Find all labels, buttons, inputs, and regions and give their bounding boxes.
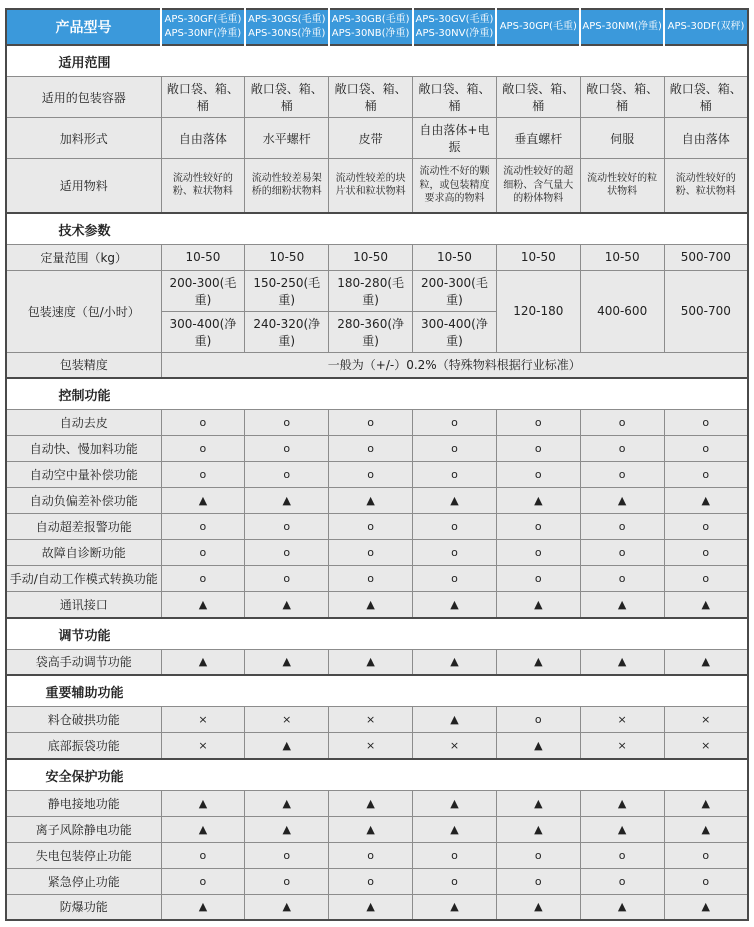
row-label: 包装速度（包/小时） (6, 270, 161, 352)
speed-gross-cell: 150-250(毛重) (245, 270, 329, 311)
speed-net-cell: 300-400(净重) (161, 311, 245, 352)
product-model-header-label: 产品型号 (6, 9, 161, 45)
value-cell: ▲ (496, 488, 580, 514)
table-body (6, 45, 748, 920)
value-cell: o (413, 842, 497, 868)
value-cell: ▲ (161, 790, 245, 816)
value-cell: ▲ (161, 816, 245, 842)
model-name: APS-30NM(净重) (582, 20, 662, 32)
value-cell: o (580, 410, 664, 436)
value-cell: o (245, 566, 329, 592)
value-cell: ▲ (664, 592, 748, 618)
value-cell: o (580, 540, 664, 566)
value-cell: ▲ (161, 488, 245, 514)
value-cell: ▲ (580, 790, 664, 816)
model-name: APS-30NS(净重) (248, 28, 326, 39)
row-label: 底部振袋功能 (6, 733, 161, 759)
value-cell: o (161, 540, 245, 566)
spec-row (6, 436, 748, 462)
row-label: 料仓破拱功能 (6, 707, 161, 733)
value-cell: ▲ (245, 649, 329, 675)
value-cell: ▲ (496, 894, 580, 920)
row-label: 手动/自动工作模式转换功能 (6, 566, 161, 592)
value-cell: o (496, 514, 580, 540)
value-cell: 10-50 (496, 244, 580, 270)
section-row (6, 213, 748, 245)
section-title: 技术参数 (58, 223, 111, 239)
product-spec-table (5, 8, 749, 921)
value-cell: o (496, 566, 580, 592)
value-cell: o (245, 842, 329, 868)
value-cell: 流动性较好的粒状物料 (580, 159, 664, 213)
value-cell: o (664, 566, 748, 592)
value-cell: o (245, 436, 329, 462)
section-title: 调节功能 (58, 628, 111, 644)
value-cell: o (413, 462, 497, 488)
value-cell: ▲ (413, 707, 497, 733)
value-cell: o (245, 868, 329, 894)
value-cell: o (580, 462, 664, 488)
value-cell: ▲ (580, 894, 664, 920)
value-cell: o (329, 514, 413, 540)
value-cell: 流动性较好的粉、粒状物料 (161, 159, 245, 213)
spec-row (6, 592, 748, 618)
value-cell: o (413, 436, 497, 462)
value-cell: × (161, 733, 245, 759)
value-cell: o (245, 462, 329, 488)
spec-row (6, 514, 748, 540)
section-cell (6, 759, 748, 791)
value-cell: 皮带 (329, 118, 413, 159)
spec-row (6, 733, 748, 759)
section-title: 控制功能 (58, 389, 111, 404)
value-cell: ▲ (161, 894, 245, 920)
value-cell: o (496, 707, 580, 733)
value-cell: ▲ (413, 592, 497, 618)
spec-row (6, 270, 748, 311)
value-cell: o (161, 410, 245, 436)
value-cell: ▲ (329, 790, 413, 816)
value-cell: ▲ (245, 790, 329, 816)
value-cell: o (664, 436, 748, 462)
value-cell: o (496, 462, 580, 488)
speed-gross-cell: 200-300(毛重) (413, 270, 497, 311)
value-cell: ▲ (245, 733, 329, 759)
value-cell: × (329, 707, 413, 733)
value-cell: 敞口袋、箱、桶 (580, 77, 664, 118)
value-cell: o (580, 566, 664, 592)
value-cell: 流动性较好的粉、粒状物料 (664, 159, 748, 213)
value-cell: 流动性较差易架桥的细粉状物料 (245, 159, 329, 213)
value-cell: o (161, 566, 245, 592)
section-cell (6, 45, 748, 77)
value-cell: o (245, 514, 329, 540)
value-cell: 敞口袋、箱、桶 (413, 77, 497, 118)
speed-net-cell: 280-360(净重) (329, 311, 413, 352)
value-cell: o (413, 514, 497, 540)
value-cell: o (496, 540, 580, 566)
value-cell: o (580, 436, 664, 462)
value-cell: o (329, 868, 413, 894)
spec-row (6, 159, 748, 213)
section-row (6, 378, 748, 410)
speed-merged-cell: 120-180 (496, 270, 580, 352)
value-cell: o (245, 410, 329, 436)
value-cell: ▲ (413, 649, 497, 675)
value-cell: o (245, 540, 329, 566)
row-label: 自动负偏差补偿功能 (6, 488, 161, 514)
value-cell: 流动性不好的颗粒，或包装精度要求高的物料 (413, 159, 497, 213)
row-label: 自动空中量补偿功能 (6, 462, 161, 488)
value-cell: ▲ (580, 488, 664, 514)
value-cell: ▲ (664, 894, 748, 920)
row-label: 袋高手动调节功能 (6, 649, 161, 675)
model-column-header (245, 9, 329, 45)
spec-row (6, 244, 748, 270)
section-cell (6, 213, 748, 245)
value-cell: ▲ (664, 649, 748, 675)
row-label: 自动快、慢加料功能 (6, 436, 161, 462)
value-cell: ▲ (664, 790, 748, 816)
value-cell: ▲ (496, 733, 580, 759)
value-cell: 自由落体+电振 (413, 118, 497, 159)
value-cell: o (496, 436, 580, 462)
value-cell: o (161, 842, 245, 868)
value-cell: o (413, 540, 497, 566)
section-cell (6, 675, 748, 707)
model-column-header (580, 9, 664, 45)
value-cell: ▲ (245, 894, 329, 920)
row-label: 通讯接口 (6, 592, 161, 618)
speed-merged-cell: 500-700 (664, 270, 748, 352)
section-row (6, 618, 748, 650)
value-cell: o (664, 842, 748, 868)
speed-gross-cell: 200-300(毛重) (161, 270, 245, 311)
section-cell (6, 378, 748, 410)
value-cell: o (664, 540, 748, 566)
value-cell: o (664, 514, 748, 540)
spec-row (6, 566, 748, 592)
model-column-header (329, 9, 413, 45)
section-title: 重要辅助功能 (45, 686, 124, 701)
value-cell: ▲ (496, 592, 580, 618)
merged-note-cell: 一般为（+/-）0.2%（特殊物料根据行业标准） (161, 352, 748, 378)
value-cell: o (664, 868, 748, 894)
value-cell: 10-50 (245, 244, 329, 270)
row-label: 失电包装停止功能 (6, 842, 161, 868)
spec-row (6, 540, 748, 566)
value-cell: o (161, 514, 245, 540)
value-cell: × (664, 733, 748, 759)
model-name: APS-30DF(双秤) (667, 20, 745, 32)
value-cell: ▲ (496, 790, 580, 816)
value-cell: o (580, 868, 664, 894)
value-cell: ▲ (329, 894, 413, 920)
model-name: APS-30NB(净重) (331, 28, 410, 39)
value-cell: o (329, 410, 413, 436)
spec-row (6, 77, 748, 118)
value-cell: o (496, 842, 580, 868)
spec-row (6, 868, 748, 894)
model-name: APS-30GB(毛重) (331, 13, 410, 25)
value-cell: 伺服 (580, 118, 664, 159)
row-label: 自动超差报警功能 (6, 514, 161, 540)
section-row (6, 759, 748, 791)
section-row (6, 45, 748, 77)
value-cell: ▲ (413, 816, 497, 842)
value-cell: o (496, 868, 580, 894)
spec-row (6, 790, 748, 816)
value-cell: ▲ (413, 790, 497, 816)
value-cell: o (329, 436, 413, 462)
value-cell: ▲ (580, 592, 664, 618)
row-label: 防爆功能 (6, 894, 161, 920)
speed-merged-cell: 400-600 (580, 270, 664, 352)
value-cell: 自由落体 (161, 118, 245, 159)
value-cell: o (329, 540, 413, 566)
model-column-header (664, 9, 748, 45)
value-cell: ▲ (161, 592, 245, 618)
value-cell: o (161, 462, 245, 488)
value-cell: 敞口袋、箱、桶 (496, 77, 580, 118)
value-cell: ▲ (413, 894, 497, 920)
value-cell: 敞口袋、箱、桶 (329, 77, 413, 118)
value-cell: ▲ (245, 816, 329, 842)
spec-row (6, 707, 748, 733)
model-name: APS-30GS(毛重) (248, 13, 326, 25)
value-cell: ▲ (245, 488, 329, 514)
value-cell: 垂直螺杆 (496, 118, 580, 159)
speed-net-cell: 240-320(净重) (245, 311, 329, 352)
speed-net-cell: 300-400(净重) (413, 311, 497, 352)
row-label: 故障自诊断功能 (6, 540, 161, 566)
value-cell: ▲ (664, 488, 748, 514)
row-label: 加料形式 (6, 118, 161, 159)
spec-row (6, 842, 748, 868)
value-cell: ▲ (329, 488, 413, 514)
value-cell: × (161, 707, 245, 733)
row-label: 自动去皮 (6, 410, 161, 436)
value-cell: o (329, 566, 413, 592)
value-cell: × (580, 733, 664, 759)
spec-row (6, 894, 748, 920)
model-column-header (413, 9, 497, 45)
row-label: 适用物料 (6, 159, 161, 213)
value-cell: o (580, 842, 664, 868)
value-cell: 流动性较好的超细粉、含气量大的粉体物料 (496, 159, 580, 213)
spec-row (6, 816, 748, 842)
value-cell: ▲ (496, 649, 580, 675)
value-cell: o (664, 462, 748, 488)
value-cell: o (496, 410, 580, 436)
value-cell: ▲ (329, 816, 413, 842)
value-cell: ▲ (329, 592, 413, 618)
value-cell: ▲ (413, 488, 497, 514)
row-label: 静电接地功能 (6, 790, 161, 816)
value-cell: × (329, 733, 413, 759)
spec-row (6, 118, 748, 159)
value-cell: ▲ (664, 816, 748, 842)
spec-row (6, 649, 748, 675)
model-name: APS-30GF(毛重) (164, 13, 242, 25)
value-cell: 10-50 (580, 244, 664, 270)
model-column-header (161, 9, 245, 45)
speed-gross-cell: 180-280(毛重) (329, 270, 413, 311)
value-cell: o (413, 868, 497, 894)
value-cell: ▲ (580, 649, 664, 675)
value-cell: × (413, 733, 497, 759)
section-title: 适用范围 (58, 56, 111, 71)
table-header (6, 9, 748, 45)
value-cell: o (161, 868, 245, 894)
value-cell: ▲ (161, 649, 245, 675)
value-cell: o (161, 436, 245, 462)
value-cell: ▲ (580, 816, 664, 842)
value-cell: 10-50 (413, 244, 497, 270)
value-cell: ▲ (245, 592, 329, 618)
value-cell: 敞口袋、箱、桶 (161, 77, 245, 118)
value-cell: ▲ (329, 649, 413, 675)
value-cell: 敞口袋、箱、桶 (245, 77, 329, 118)
value-cell: o (413, 410, 497, 436)
spec-row (6, 488, 748, 514)
value-cell: 水平螺杆 (245, 118, 329, 159)
value-cell: 流动性较差的块片状和粒状物料 (329, 159, 413, 213)
value-cell: × (245, 707, 329, 733)
value-cell: 500-700 (664, 244, 748, 270)
row-label: 离子风除静电功能 (6, 816, 161, 842)
spec-row (6, 462, 748, 488)
model-column-header (496, 9, 580, 45)
row-label: 包装精度 (6, 352, 161, 378)
value-cell: × (580, 707, 664, 733)
value-cell: 10-50 (329, 244, 413, 270)
value-cell: o (329, 462, 413, 488)
row-label: 适用的包装容器 (6, 77, 161, 118)
value-cell: o (413, 566, 497, 592)
section-cell (6, 618, 748, 650)
model-name: APS-30NF(净重) (164, 28, 242, 39)
section-row (6, 675, 748, 707)
value-cell: ▲ (496, 816, 580, 842)
value-cell: × (664, 707, 748, 733)
header-row (6, 9, 748, 45)
value-cell: 敞口袋、箱、桶 (664, 77, 748, 118)
model-name: APS-30GP(毛重) (499, 20, 577, 32)
row-label: 紧急停止功能 (6, 868, 161, 894)
spec-row (6, 410, 748, 436)
spec-row (6, 352, 748, 378)
value-cell: 10-50 (161, 244, 245, 270)
row-label: 定量范围（kg） (6, 244, 161, 270)
section-title: 安全保护功能 (45, 769, 124, 785)
model-name: APS-30GV(毛重) (415, 13, 494, 25)
value-cell: o (580, 514, 664, 540)
model-name: APS-30NV(净重) (415, 28, 494, 39)
value-cell: o (664, 410, 748, 436)
value-cell: o (329, 842, 413, 868)
value-cell: 自由落体 (664, 118, 748, 159)
